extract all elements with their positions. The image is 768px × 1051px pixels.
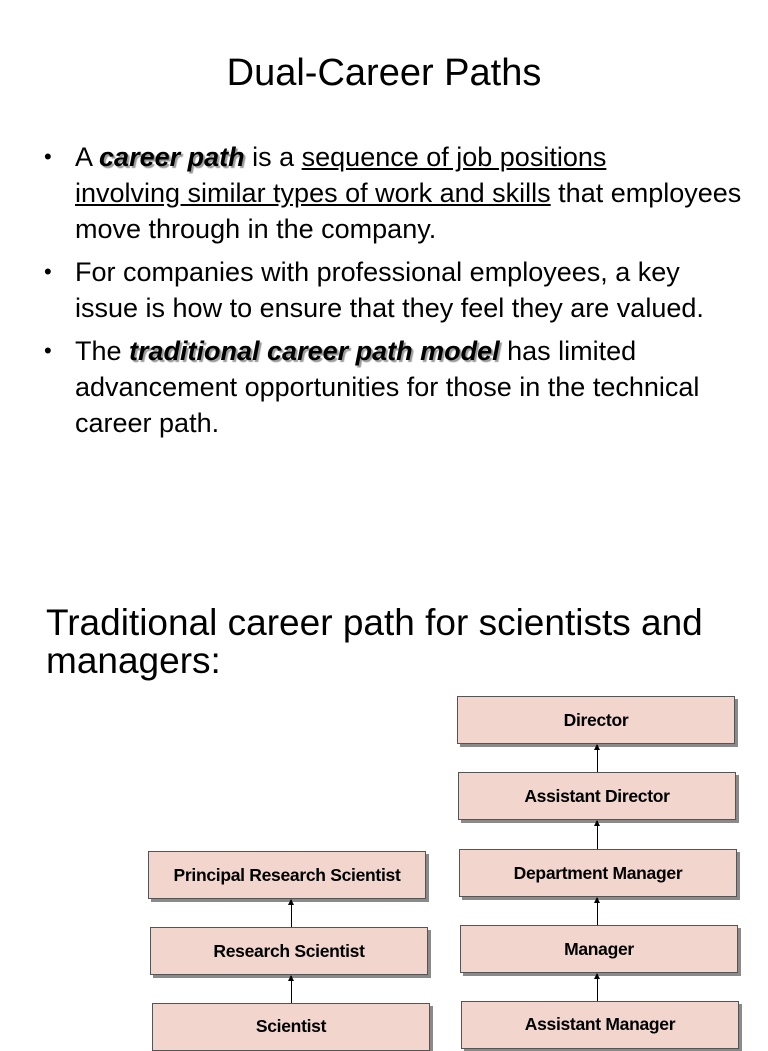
bullet-marker: • bbox=[44, 144, 52, 169]
section-heading: Traditional career path for scientists and managers: bbox=[46, 602, 703, 681]
bullet-text-part: is a bbox=[244, 142, 302, 172]
box-principal-research-scientist: Principal Research Scientist bbox=[148, 851, 426, 899]
bullet-marker: • bbox=[44, 338, 52, 363]
bullet-text-part: The bbox=[75, 336, 130, 366]
box-director: Director bbox=[457, 696, 735, 744]
arrow-up-icon bbox=[597, 898, 598, 925]
emphasis-term: career path bbox=[99, 142, 245, 172]
slide-title: Dual-Career Paths bbox=[226, 52, 542, 94]
arrow-up-icon bbox=[291, 976, 292, 1003]
arrow-up-icon bbox=[597, 821, 598, 849]
box-scientist: Scientist bbox=[152, 1003, 430, 1051]
box-department-manager: Department Manager bbox=[459, 849, 737, 897]
arrow-up-icon bbox=[291, 900, 292, 927]
box-assistant-director: Assistant Director bbox=[458, 772, 736, 820]
bullet-text-part: has limited advancement opportunities for those in the technical career path. bbox=[75, 336, 700, 438]
arrow-up-icon bbox=[597, 745, 598, 772]
bullet-text-part: that employees move through in the company. bbox=[75, 178, 742, 244]
box-assistant-manager: Assistant Manager bbox=[461, 1001, 739, 1049]
bullet-text: For companies with professional employees, a key issue is how to ensure that they feel they are valued. bbox=[75, 257, 704, 323]
bullet-text-part: A bbox=[75, 142, 100, 172]
underlined-phrase: involving similar types of work and skills bbox=[75, 178, 551, 208]
arrow-up-icon bbox=[597, 974, 598, 1001]
box-research-scientist: Research Scientist bbox=[150, 927, 428, 975]
box-manager: Manager bbox=[460, 925, 738, 973]
emphasis-term: traditional career path model bbox=[129, 336, 500, 366]
underlined-phrase: sequence of job positions bbox=[301, 142, 607, 172]
bullet-marker: • bbox=[44, 259, 52, 284]
